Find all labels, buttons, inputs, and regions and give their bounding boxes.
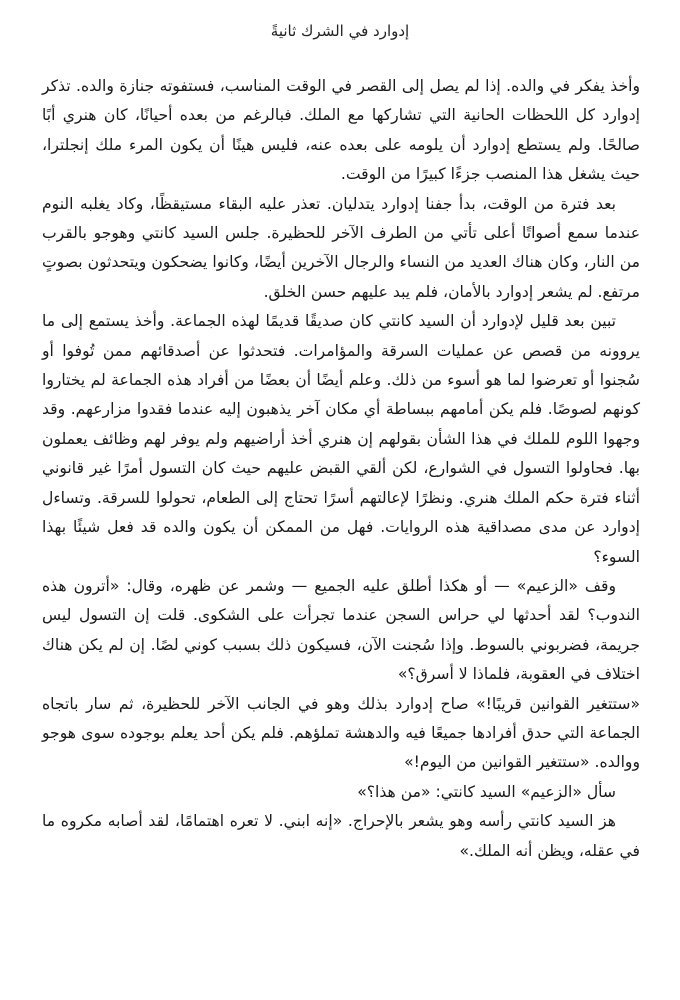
paragraph: هز السيد كانتي رأسه وهو يشعر بالإحراج. «إنه ابني. لا تعره اهتمامًا، لقد أصابه مكروه ما في عقله، ويظن أنه الملك.» (42, 812, 640, 860)
paragraph: بعد فترة من الوقت، بدأ جفنا إدوارد يتدليان. تعذر عليه البقاء مستيقظًا، وكاد يغلبه النوم عندما سمع أصواتًا أعلى تأتي من الطرف الآخر للحظيرة. جلس السيد كانتي وهوجو بالقرب من النار، وكان هناك العديد من النساء والرجال الآخرين أيضًا، وكانوا يضحكون ويتحدثون بصوتٍ مرتفع. لم يشعر إدوارد بالأمان، فلم يبد عليهم حسن الخلق. (42, 194, 640, 301)
paragraph: وأخذ يفكر في والده. إذا لم يصل إلى القصر في الوقت المناسب، فستفوته جنازة والده. تذكر إدوارد كل اللحظات الحانية التي تشاركها مع الملك. فبالرغم من بعده أحيانًا، كان هنري أبًا صالحًا. ولم يستطع إدوارد أن يلومه على بعده عنه، فليس هينًا أن يكون المرء ملك إنجلترا، حيث يشغل هذا المنصب جزءًا كبيرًا من الوقت. (42, 77, 640, 184)
paragraph: سأل «الزعيم» السيد كانتي: «من هذا؟» (357, 782, 616, 801)
paragraph: «ستتغير القوانين قريبًا!» صاح إدوارد بذلك وهو في الجانب الآخر للحظيرة، ثم سار باتجاه الجماعة التي حدق أفرادها جميعًا فيه والدهشة تملؤهم. فلم يكن أحد يعلم بوجوده سوى هوجو ووالده. «ستتغير القوانين من اليوم!» (42, 694, 640, 772)
paragraph: وقف «الزعيم» — أو هكذا أطلق عليه الجميع — وشمر عن ظهره، وقال: «أترون هذه الندوب؟ لقد أحدثها لي حراس السجن عندما تجرأت على الشكوى. قلت إن التسول ليس جريمة، فضربوني بالسوط. وإذا سُجنت الآن، فسيكون ذلك بسبب كوني لصًا. إن لم يكن هناك اختلاف في العقوبة، فلماذا لا أسرق؟» (42, 576, 640, 684)
chapter-title: إدوارد في الشرك ثانيةً (270, 22, 410, 40)
page-header (0, 18, 680, 44)
paragraph: تبين بعد قليل لإدوارد أن السيد كانتي كان صديقًا قديمًا لهذه الجماعة. وأخذ يستمع إلى ما يروونه من قصص عن عمليات السرقة والمؤامرات. فتحدثوا عن أصدقائهم ممن تُوفوا أو سُجنوا أو تعرضوا لما هو أسوء من ذلك. وعلم أيضًا أن بعضًا من أفراد هذه الجماعة لم يختاروا كونهم لصوصًا. فلم يكن أمامهم ببساطة أي مكان آخر يذهبون إليه عندما فقدوا مزارعهم. وقد وجهوا اللوم للملك في هذا الشأن بقولهم إن هنري أخذ أراضيهم ولم يوفر لهم وظائف يعملون بها. فحاولوا التسول في الشوارع، لكن ألقي القبض عليهم حيث كان التسول أمرًا غير قانوني أثناء فترة حكم الملك هنري. ونظرًا لإعالتهم أسرًا تحتاج إلى الطعام، تحولوا للسرقة. وتساءل إدوارد عن مدى مصداقية هذه الروايات. فهل من الممكن أن يكون والده قد فعل شيئًا بهذا السوء؟ (42, 312, 640, 566)
page-body (42, 72, 640, 866)
